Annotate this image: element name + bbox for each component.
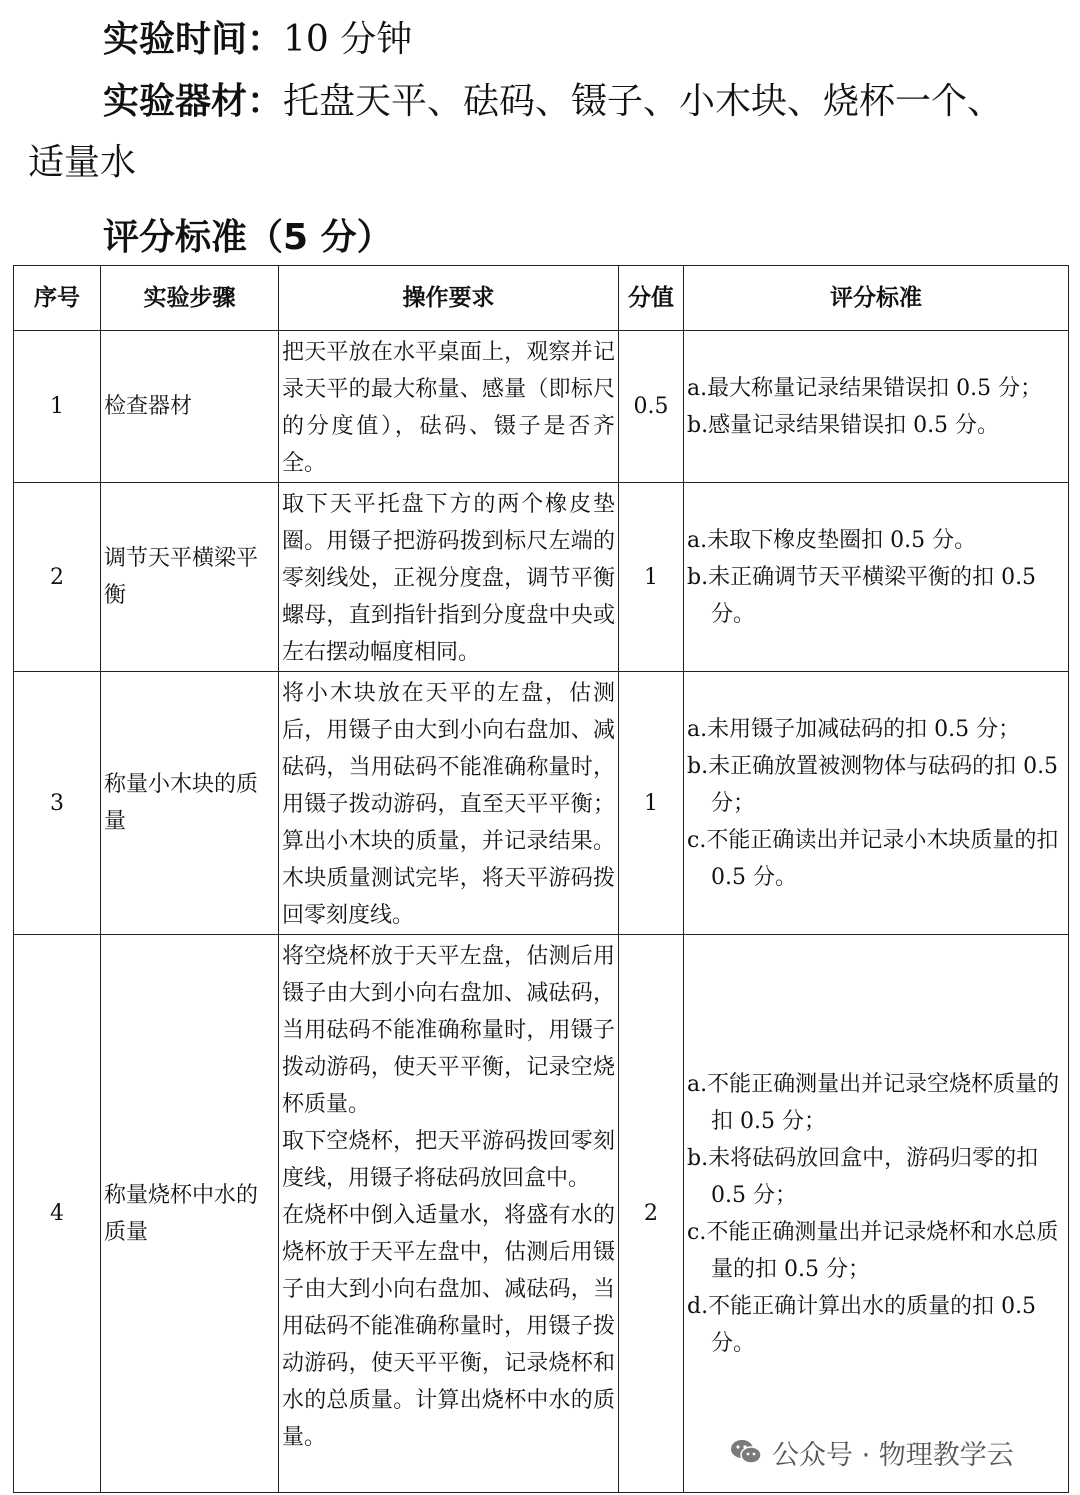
watermark-text: 公众号 · 物理教学云	[772, 1439, 1014, 1471]
criteria-item: b.未将砝码放回盒中，游码归零的扣 0.5 分；	[687, 1145, 1039, 1208]
materials-label: 实验器材：	[103, 81, 284, 122]
header-num: 序号	[14, 266, 101, 331]
criteria-item: b.未正确放置被测物体与砝码的扣 0.5 分；	[687, 753, 1059, 816]
criteria-item: b.未正确调节天平横梁平衡的扣 0.5 分。	[687, 564, 1037, 627]
table-header-row	[14, 266, 1069, 331]
criteria-item: a.未取下橡皮垫圈扣 0.5 分。	[687, 527, 977, 553]
materials-line	[103, 80, 1003, 124]
header-step: 实验步骤	[101, 266, 279, 331]
time-value: 10 分钟	[283, 19, 413, 60]
materials-value: 托盘天平、砝码、镊子、小木块、烧杯一个、	[283, 81, 1004, 122]
requirement-part: 将空烧杯放于天平左盘，估测后用镊子由大到小向右盘加、减砝码，当用砝码不能准确称量时，用镊子拨动游码，使天平平衡，记录空烧杯质量。	[282, 944, 615, 1117]
requirement-part: 取下空烧杯，把天平游码拨回零刻度线，用镊子将砝码放回盒中。	[282, 1129, 615, 1191]
criteria-item: a.不能正确测量出并记录空烧杯质量的扣 0.5 分；	[687, 1071, 1060, 1134]
header-requirement: 操作要求	[279, 266, 619, 331]
row-requirement: 取下天平托盘下方的两个橡皮垫圈。用镊子把游码拨到标尺左端的零刻线处，正视分度盘，调节平衡螺母，直到指针指到分度盘中央或左右摆动幅度相同。	[279, 483, 619, 672]
criteria-item: a.最大称量记录结果错误扣 0.5 分；	[687, 375, 1043, 401]
row-points: 2	[619, 935, 684, 1493]
materials-continuation: 适量水	[28, 142, 137, 183]
table-row	[14, 331, 1069, 483]
criteria-item: c.不能正确读出并记录小木块质量的扣 0.5 分。	[687, 827, 1059, 890]
row-criteria	[684, 331, 1069, 483]
row-num: 4	[14, 935, 101, 1493]
row-step: 称量烧杯中水的质量	[101, 935, 279, 1493]
row-points: 1	[619, 483, 684, 672]
row-step: 称量小木块的质量	[101, 672, 279, 935]
criteria-item: b.感量记录结果错误扣 0.5 分。	[687, 412, 1000, 438]
row-points: 1	[619, 672, 684, 935]
criteria-item: a.未用镊子加减砝码的扣 0.5 分；	[687, 716, 1021, 742]
wechat-icon	[728, 1434, 764, 1470]
criteria-item: c.不能正确测量出并记录烧杯和水总质量的扣 0.5 分；	[687, 1219, 1059, 1282]
row-step: 检查器材	[101, 331, 279, 483]
header-criteria: 评分标准	[684, 266, 1069, 331]
table-row	[14, 672, 1069, 935]
table-row	[14, 935, 1069, 1493]
row-criteria	[684, 935, 1069, 1493]
scoring-heading: 评分标准（5 分）	[103, 217, 393, 258]
header-points: 分值	[619, 266, 684, 331]
row-points: 0.5	[619, 331, 684, 483]
time-line	[103, 18, 412, 62]
row-num: 3	[14, 672, 101, 935]
row-num: 2	[14, 483, 101, 672]
scoring-table	[13, 265, 1069, 1493]
table-row	[14, 483, 1069, 672]
watermark	[728, 1430, 1014, 1474]
row-requirement: 把天平放在水平桌面上，观察并记录天平的最大称量、感量（即标尺的分度值），砝码、镊子是否齐全。	[279, 331, 619, 483]
row-criteria	[684, 672, 1069, 935]
row-requirement: 将小木块放在天平的左盘，估测后，用镊子由大到小向右盘加、减砝码，当用砝码不能准确称量时，用镊子拨动游码，直至天平平衡；算出小木块的质量，并记录结果。木块质量测试完毕，将天平游码拨回零刻度线。	[279, 672, 619, 935]
row-step: 调节天平横梁平衡	[101, 483, 279, 672]
row-criteria	[684, 483, 1069, 672]
row-requirement	[279, 935, 619, 1493]
time-label: 实验时间：	[103, 19, 284, 60]
row-num: 1	[14, 331, 101, 483]
requirement-part: 在烧杯中倒入适量水，将盛有水的烧杯放于天平左盘中，估测后用镊子由大到小向右盘加、减砝码，当用砝码不能准确称量时，用镊子拨动游码，使天平平衡，记录烧杯和水的总质量。计算出烧杯中水的质量。	[282, 1203, 615, 1450]
criteria-item: d.不能正确计算出水的质量的扣 0.5 分。	[687, 1293, 1037, 1356]
